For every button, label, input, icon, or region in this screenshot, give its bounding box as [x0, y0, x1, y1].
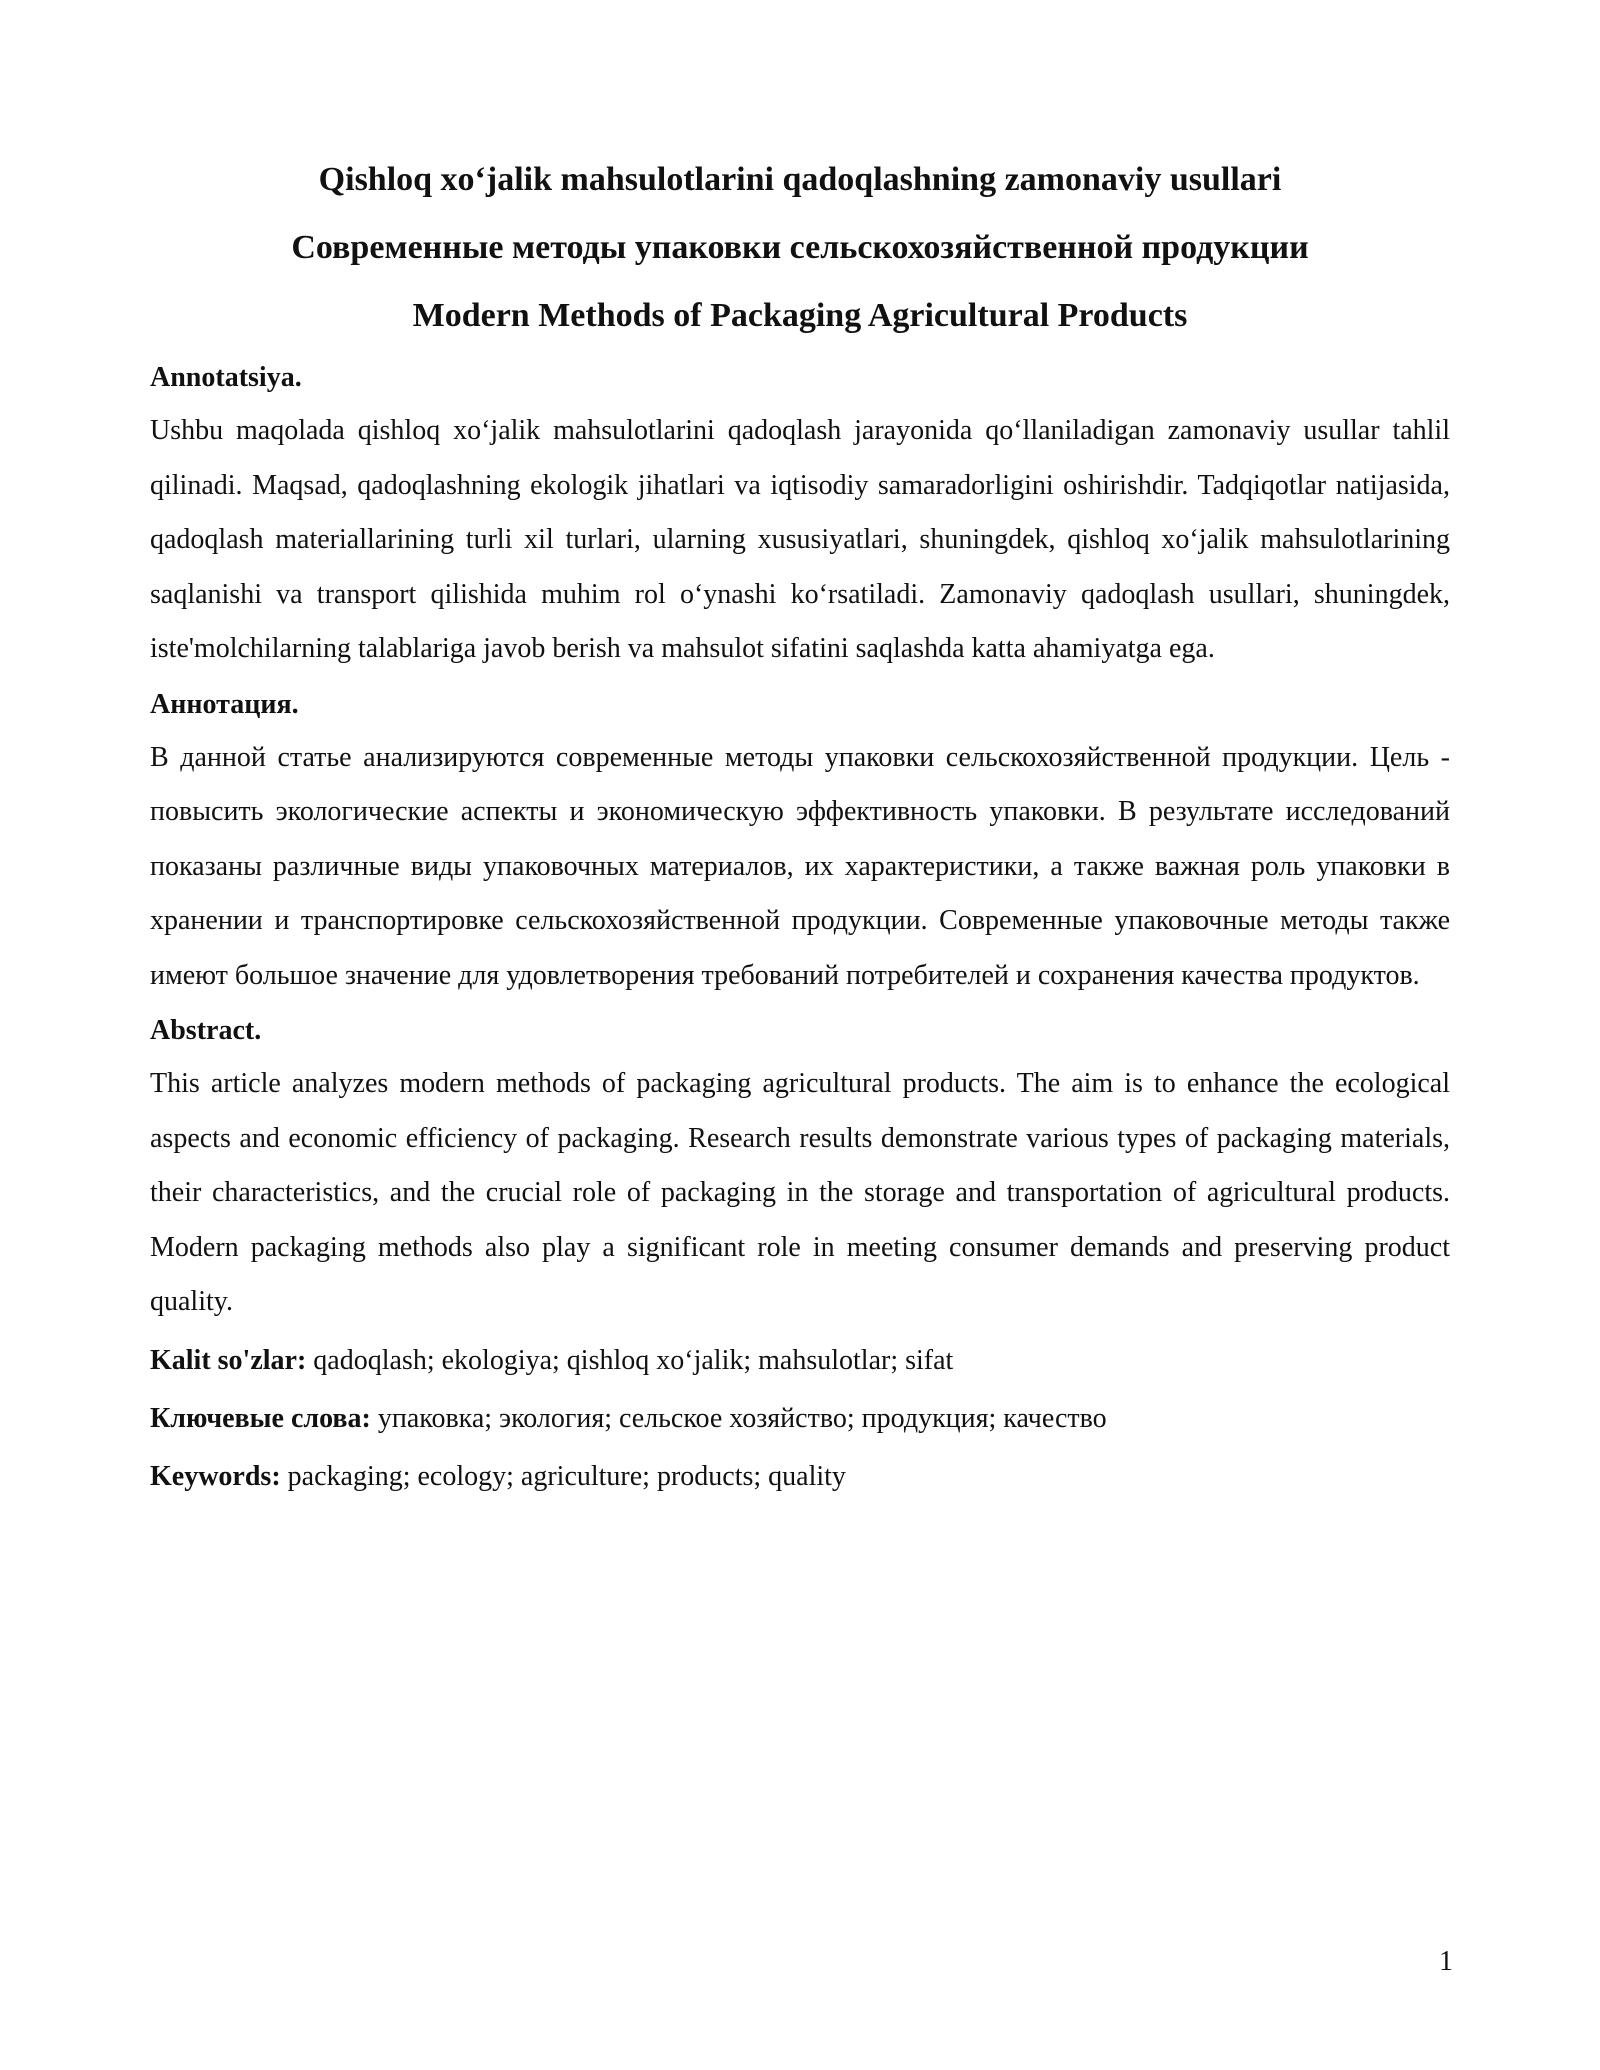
title-uzbek: Qishloq xo‘jalik mahsulotlarini qadoqlashning zamonaviy usullari	[318, 161, 1282, 198]
abstract-uzbek-heading: Annotatsiya.	[150, 362, 302, 393]
keywords-uzbek-value: qadoqlash; ekologiya; qishloq xo‘jalik; mahsulotlar; sifat	[306, 1344, 954, 1376]
abstract-english-section	[150, 1011, 1450, 1330]
paper-page	[150, 146, 1450, 1506]
keywords-english	[150, 1448, 1450, 1506]
keywords-english-value: packaging; ecology; agriculture; products; quality	[280, 1460, 846, 1492]
title-english: Modern Methods of Packaging Agricultural Products	[412, 297, 1188, 334]
keywords-russian-value: упаковка; экология; сельское хозяйство; продукция; качество	[370, 1402, 1107, 1434]
abstract-uzbek-section	[150, 358, 1450, 677]
page-number: 1	[1439, 1946, 1453, 1977]
keywords-english-label: Keywords:	[150, 1460, 281, 1492]
keywords-russian-label: Ключевые слова:	[150, 1402, 371, 1434]
abstract-russian-heading: Аннотация.	[150, 688, 299, 720]
keywords-uzbek-label: Kalit so'zlar:	[150, 1344, 307, 1376]
title-russian: Современные методы упаковки сельскохозяйственной продукции	[291, 229, 1309, 266]
keywords-uzbek	[150, 1332, 1450, 1390]
abstract-uzbek-text: Ushbu maqolada qishloq xo‘jalik mahsulotlarini qadoqlash jarayonida qo‘llaniladigan zamonaviy usullar tahlil qilinadi. Maqsad, qadoqlashning ekologik jihatlari va iqtisodiy samaradorligini oshirishdir. Tadqiqotlar natijasida, qadoqlash materiallarining turli xil turlari, ularning xususiyatlari, shuningdek, qishloq xo‘jalik mahsulotlarining saqlanishi va transport qilishida muhim rol o‘ynashi ko‘rsatiladi. Zamonaviy qadoqlash usullari, shuningdek, iste'molchilarning talablariga javob berish va mahsulot sifatini saqlashda katta ahamiyatga ega.	[150, 415, 1450, 664]
abstract-russian-section	[150, 685, 1450, 1004]
keywords-russian	[150, 1390, 1450, 1448]
abstract-english-text: This article analyzes modern methods of packaging agricultural products. The aim is to enhance the ecological aspects and economic efficiency of packaging. Research results demonstrate various types of packaging materials, their characteristics, and the crucial role of packaging in the storage and transportation of agricultural products. Modern packaging methods also play a significant role in meeting consumer demands and preserving product quality.	[150, 1068, 1450, 1317]
abstract-russian-text: В данной статье анализируются современные методы упаковки сельскохозяйственной продукции. Цель - повысить экологические аспекты и экономическую эффективность упаковки. В результате исследований показаны различные виды упаковочных материалов, их характеристики, а также важная роль упаковки в хранении и транспортировке сельскохозяйственной продукции. Современные упаковочные методы также имеют большое значение для удовлетворения требований потребителей и сохранения качества продуктов.	[150, 741, 1450, 991]
keywords-block	[150, 1332, 1450, 1506]
abstract-english-heading: Abstract.	[150, 1015, 262, 1046]
